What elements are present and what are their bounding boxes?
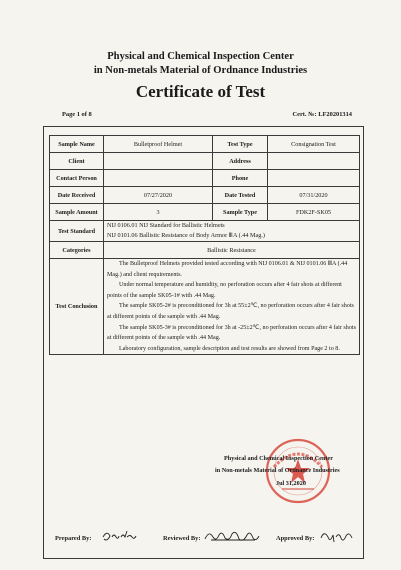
- prepared-signature: [100, 528, 138, 544]
- date-tested-value: 07/31/2020: [268, 187, 360, 204]
- categories-value: Ballistic Resistance: [104, 242, 360, 259]
- certificate-title: Certificate of Test: [135, 82, 266, 101]
- test-type-value: Consignation Test: [268, 136, 360, 153]
- phone-label: Phone: [213, 170, 268, 187]
- test-standard-line-1: NIJ 0106.01 NIJ Standard for Ballistic Helmets: [107, 222, 225, 229]
- stamp-date: Jul 31,2020: [276, 480, 306, 487]
- stamp-text-line1: Physical and Chemical Inspection Center: [224, 455, 333, 462]
- stamp-text-line2: in Non-metals Material of Ordnance Industries: [215, 467, 340, 474]
- test-standard-label: Test Standard: [50, 221, 104, 242]
- table-row: [50, 187, 360, 204]
- table-row: [50, 153, 360, 170]
- sample-amount-label: Sample Amount: [50, 204, 104, 221]
- address-label: Address: [213, 153, 268, 170]
- certificate-table: [49, 135, 360, 487]
- table-row: [50, 136, 360, 153]
- conclusion-paragraph: The sample SK05-3# is preconditioned for 3h at -25±2℃, no perforation occurs after 4 fair shots at different points of the sample with .44 Mag.: [107, 324, 356, 342]
- date-received-value: 07/27/2020: [104, 187, 213, 204]
- page-number: Page 1 of 8: [62, 111, 92, 118]
- sample-type-label: Sample Type: [213, 204, 268, 221]
- approved-by-label: Approved By:: [276, 535, 315, 542]
- contact-person-value: [104, 170, 213, 187]
- table-row: [50, 259, 360, 355]
- client-value: [104, 153, 213, 170]
- test-standard-line-2: NIJ 0101.06 Ballistic Resistance of Body Armor ⅢA (.44 Mag.): [107, 232, 265, 239]
- approved-signature: [318, 528, 356, 546]
- table-row: [50, 221, 360, 242]
- phone-value: [268, 170, 360, 187]
- test-conclusion-body: [104, 259, 360, 487]
- reviewed-signature: [203, 527, 261, 545]
- contact-person-label: Contact Person: [50, 170, 104, 187]
- sample-name-value: Bulletproof Helmet: [104, 136, 213, 153]
- table-row: [50, 204, 360, 221]
- table-row: [50, 170, 360, 187]
- sample-type-value: FDK2F-SK05: [268, 204, 360, 221]
- client-label: Client: [50, 153, 104, 170]
- certificate-number: Cert. №: LF20201314: [292, 111, 352, 118]
- reviewed-by-label: Reviewed By:: [163, 535, 201, 542]
- test-standard-value: [104, 221, 360, 242]
- conclusion-paragraph: The sample SK05-2# is preconditioned for 3h at 55±2℃, no perforation occurs after 4 fair shots at different points of the sample with .44 Mag.: [107, 303, 354, 320]
- conclusion-paragraph: The Bulletproof Helmets provided tested according with NIJ 0106.01 & NIJ 0101.06 ⅢA (.44 Mag.) and client requirements.: [107, 261, 348, 278]
- org-name-line1: Physical and Chemical Inspection Center: [107, 51, 294, 62]
- categories-label: Categories: [50, 242, 104, 259]
- address-value: [268, 153, 360, 170]
- test-conclusion-label: Test Conclusion: [50, 259, 104, 355]
- prepared-by-label: Prepared By:: [55, 535, 92, 542]
- date-tested-label: Date Tested: [213, 187, 268, 204]
- org-name-line2: in Non-metals Material of Ordnance Industries: [93, 65, 308, 76]
- conclusion-paragraph: Under normal temperature and humidity, no perforation occurs after 4 fair shots at different points of the sample SK05-1# with .44 Mag.: [107, 282, 342, 299]
- sample-name-label: Sample Name: [50, 136, 104, 153]
- table-row: [50, 242, 360, 259]
- conclusion-paragraph: Laboratory configuration, sample description and test results are showed from Page 2 to 8.: [119, 345, 340, 352]
- date-received-label: Date Received: [50, 187, 104, 204]
- test-type-label: Test Type: [213, 136, 268, 153]
- sample-amount-value: 3: [104, 204, 213, 221]
